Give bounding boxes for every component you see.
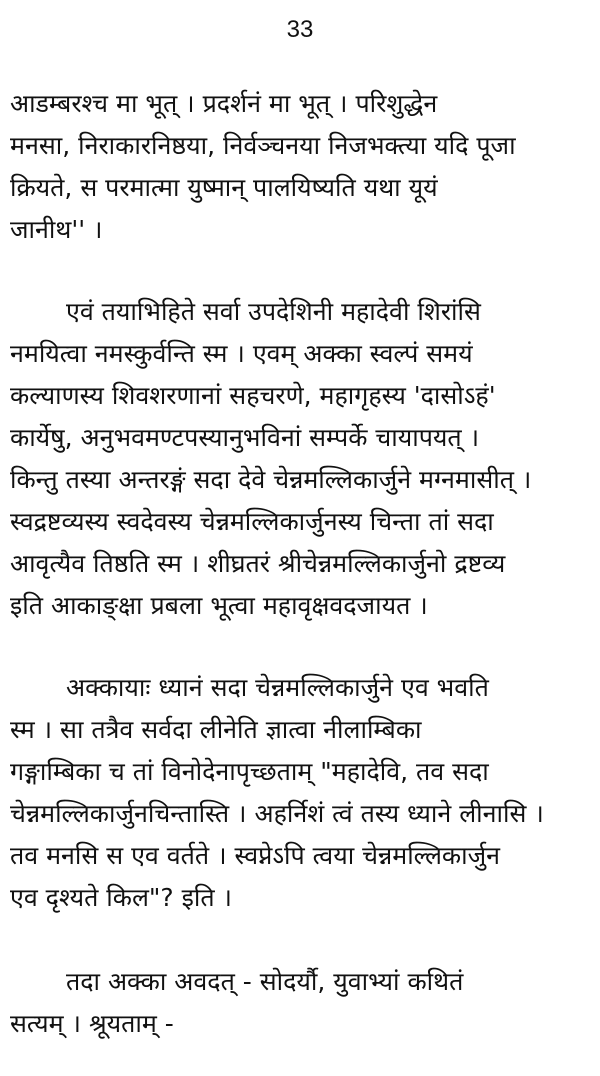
text-line: कार्येषु, अनुभवमण्टपस्यानुभविनां सम्पर्के चायापयत् । [10, 423, 480, 452]
text-line: अक्कायाः ध्यानं सदा चेन्नमल्लिकार्जुने एव भवति [66, 673, 489, 702]
text-line: इति आकाङ्क्षा प्रबला भूत्वा महावृक्षवदजायत । [10, 591, 428, 620]
text-line: स्वद्रष्टव्यस्य स्वदेवस्य चेन्नमल्लिकार्जुनस्य चिन्ता तां सदा [10, 507, 494, 536]
text-line: गङ्गाम्बिका च तां विनोदेनापृच्छताम् "महादेवि, तव सदा [10, 757, 489, 786]
text-line: जानीथ'' । [10, 215, 103, 244]
text-line: सत्यम् । श्रूयताम् - [10, 1009, 174, 1038]
text-line: तव मनसि स एव वर्तते । स्वप्नेऽपि त्वया चेन्नमल्लिकार्जुन [10, 841, 501, 870]
text-line: क्रियते, स परमात्मा युष्मान् पालयिष्यति यथा यूयं [10, 173, 438, 202]
text-line: तदा अक्का अवदत् - सोदर्यौ, युवाभ्यां कथितं [66, 967, 464, 996]
text-line: स्म । सा तत्रैव सर्वदा लीनेति ज्ञात्वा नीलाम्बिका [10, 715, 422, 744]
text-line: आवृत्यैव तिष्ठति स्म । शीघ्रतरं श्रीचेन्नमल्लिकार्जुनो द्रष्टव्य [10, 549, 506, 578]
page-number: 33 [286, 16, 314, 43]
text-line: कल्याणस्य शिवशरणानां सहचरणे, महागृहस्य 'दासोऽहं' [10, 381, 496, 410]
text-line: आडम्बरश्च मा भूत् । प्रदर्शनं मा भूत् । परिशुद्धेन [10, 89, 438, 118]
text-line: एवं तयाभिहिते सर्वा उपदेशिनी महादेवी शिरांसि [66, 297, 481, 326]
text-line: एव दृश्यते किल"? इति । [10, 883, 233, 912]
text-line: चेन्नमल्लिकार्जुनचिन्तास्ति । अहर्निशं त्वं तस्य ध्याने लीनासि । [10, 799, 544, 828]
text-line: किन्तु तस्या अन्तरङ्गं सदा देवे चेन्नमल्लिकार्जुने मग्नमासीत् । [10, 465, 532, 494]
text-line: नमयित्वा नमस्कुर्वन्ति स्म । एवम् अक्का स्वल्पं समयं [10, 339, 473, 368]
text-line: मनसा, निराकारनिष्ठया, निर्वञ्चनया निजभक्त्या यदि पूजा [10, 131, 516, 160]
